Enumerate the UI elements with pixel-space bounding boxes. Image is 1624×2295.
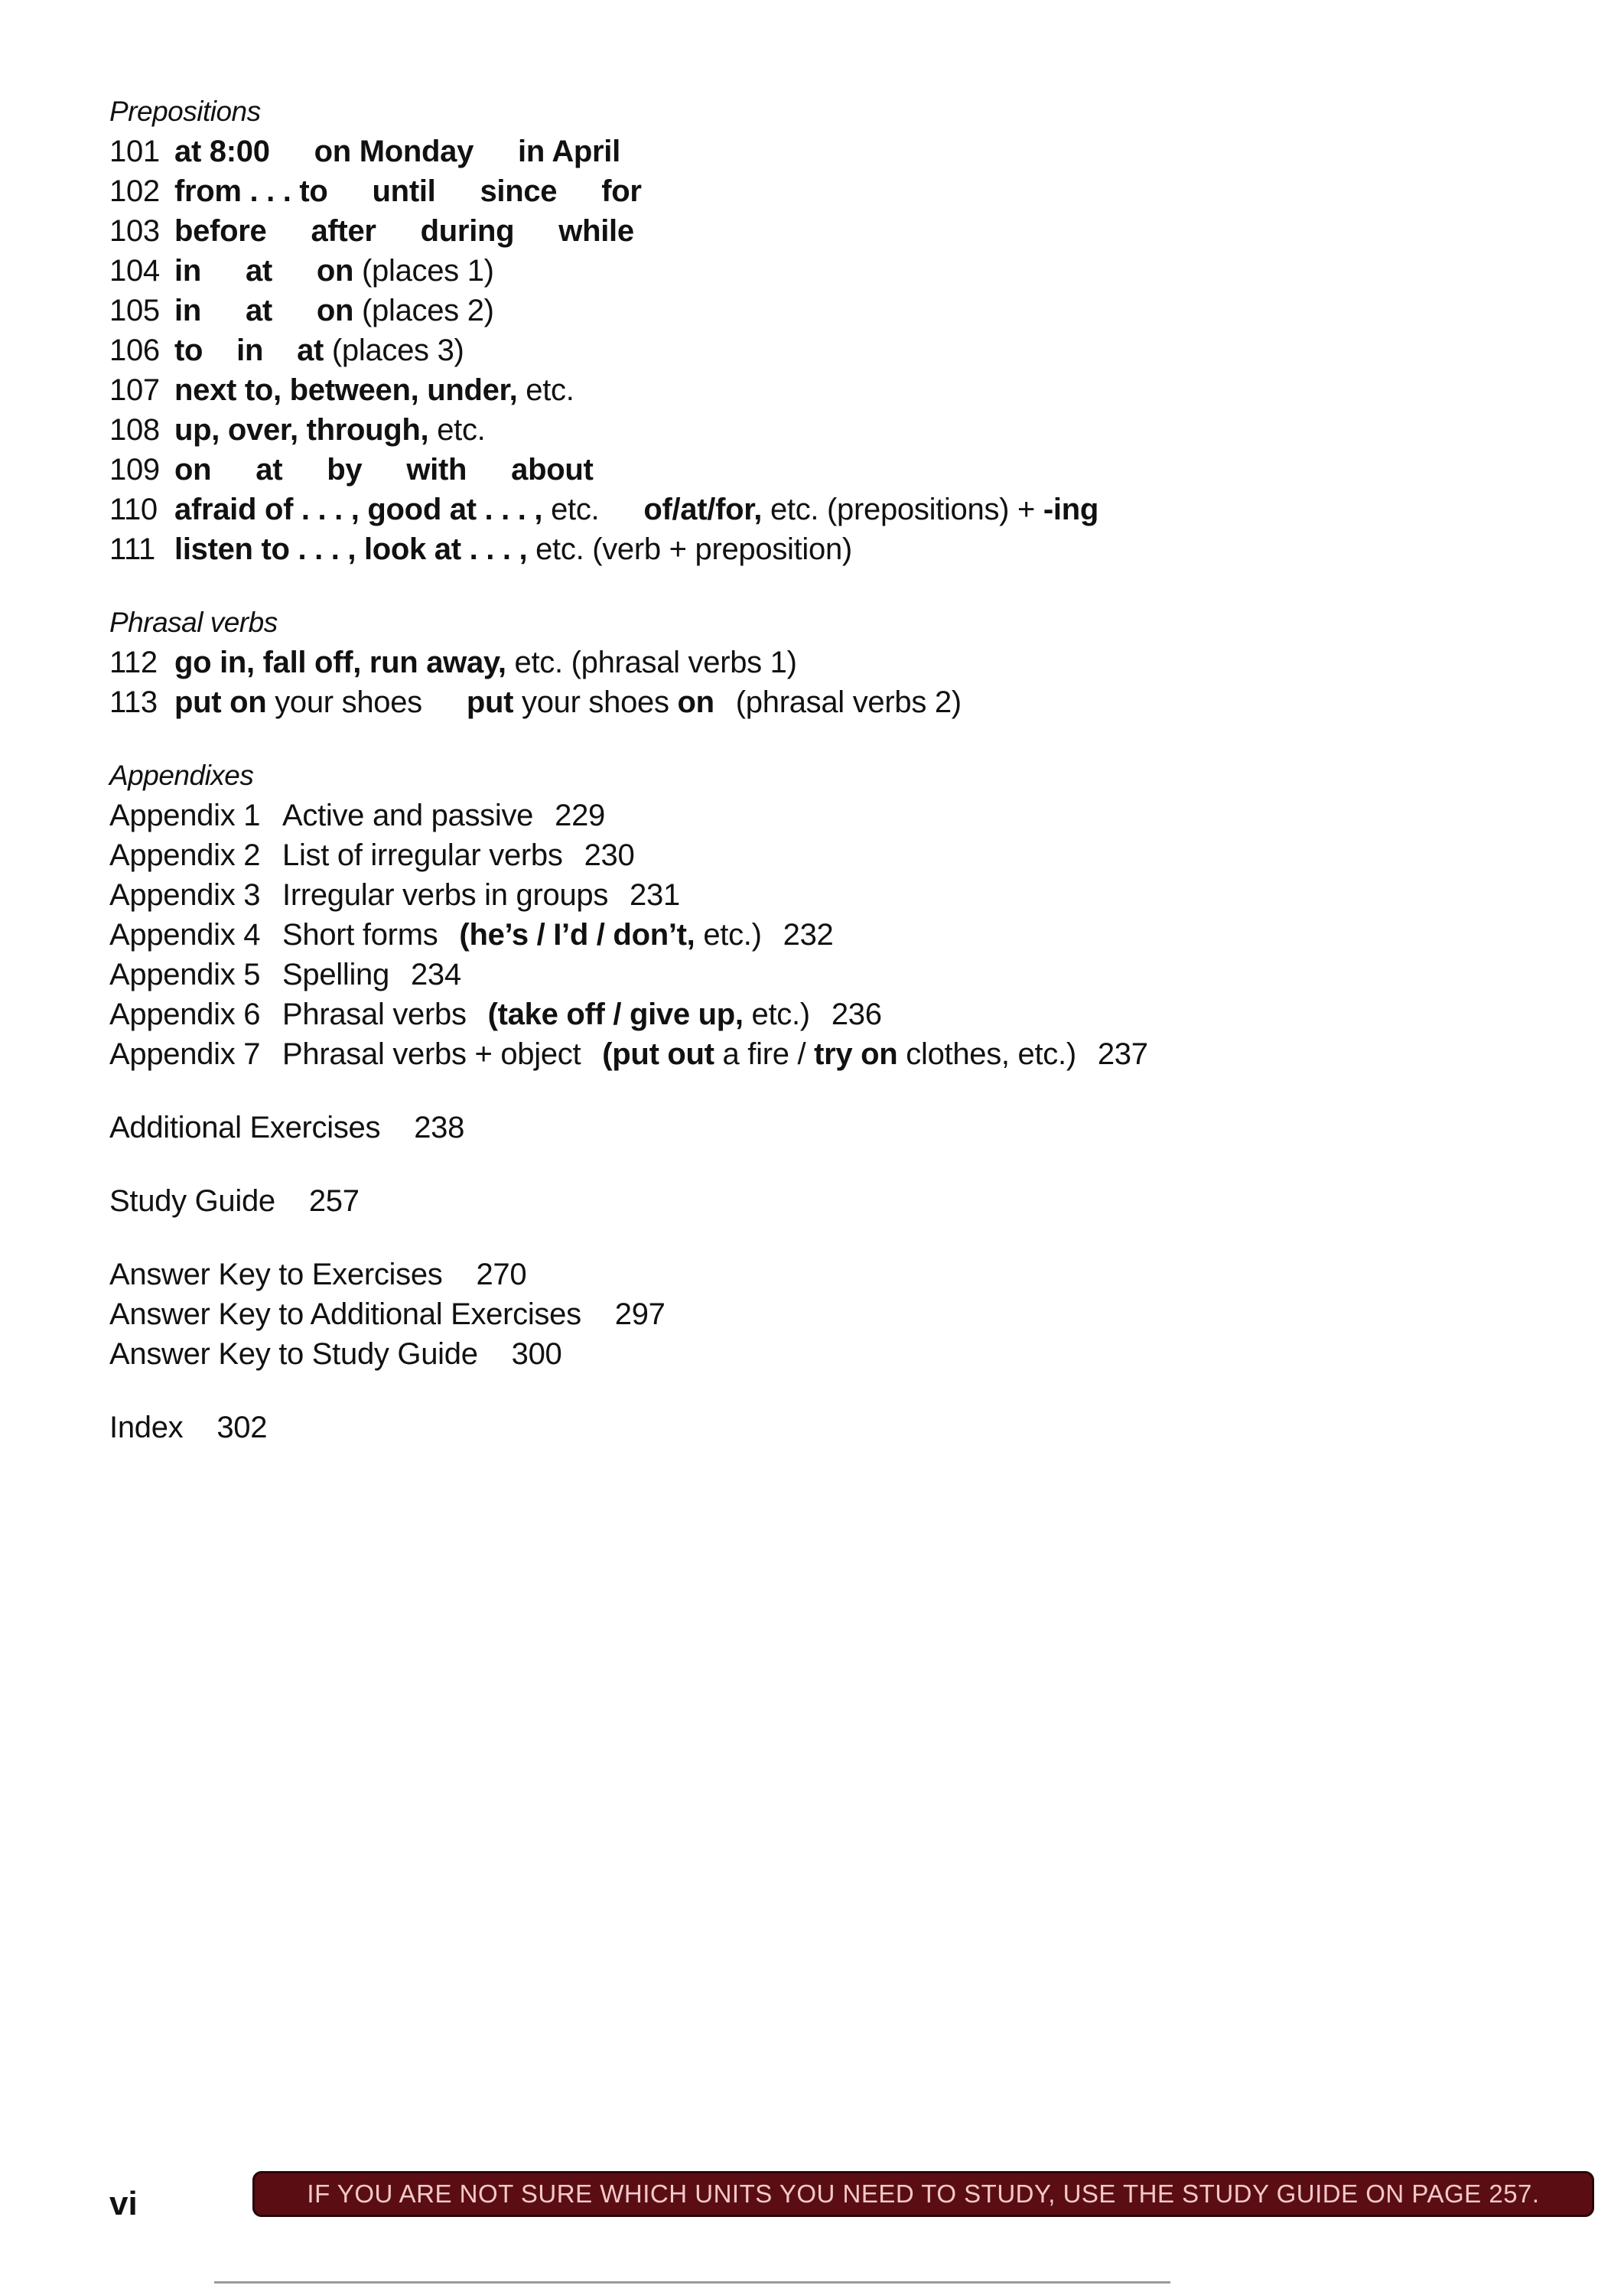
page-number: 237: [1097, 1037, 1148, 1071]
entry-label: Index: [109, 1411, 184, 1444]
appendix-row[interactable]: [109, 955, 1563, 994]
unit-keyword: to: [174, 334, 203, 367]
appendix-keywords: try on: [814, 1037, 898, 1071]
appendix-keywords: (he’s / I’d / don’t,: [459, 918, 695, 952]
appendix-label: Appendix 4: [109, 918, 261, 952]
bottom-divider: [214, 2281, 1170, 2284]
toc-entry-additional-exercises[interactable]: [109, 1108, 1563, 1148]
unit-keyword: in April: [518, 135, 620, 168]
unit-keyword: with: [406, 453, 467, 487]
unit-note: your shoes: [522, 685, 669, 719]
unit-note: (phrasal verbs 2): [735, 685, 962, 719]
unit-keyword: while: [558, 214, 634, 248]
appendix-title: etc.): [751, 998, 810, 1031]
study-guide-banner: IF YOU ARE NOT SURE WHICH UNITS YOU NEED TO STUDY, USE THE STUDY GUIDE ON PAGE 257.: [252, 2171, 1594, 2217]
unit-keyword: on: [677, 685, 714, 719]
page-number: 302: [216, 1411, 268, 1444]
page-number: 231: [630, 878, 680, 912]
unit-keyword: put: [466, 685, 514, 719]
appendix-keywords: (take off / give up,: [487, 998, 744, 1031]
unit-note: etc. (verb + preposition): [535, 532, 852, 566]
unit-keyword: before: [174, 214, 267, 248]
unit-note: etc.: [551, 493, 600, 526]
toc-entry-answer-key[interactable]: [109, 1334, 1563, 1374]
unit-keyword: after: [311, 214, 376, 248]
unit-row[interactable]: [109, 132, 1563, 171]
unit-note: (places 2): [362, 294, 494, 327]
unit-keyword: at 8:00: [174, 135, 270, 168]
unit-keyword: from . . . to: [174, 174, 328, 208]
unit-keyword: since: [480, 174, 558, 208]
appendix-row[interactable]: [109, 835, 1563, 875]
appendix-label: Appendix 5: [109, 958, 261, 991]
unit-note: etc.: [437, 413, 486, 447]
contents-page: [109, 92, 1563, 1447]
toc-entry-answer-key[interactable]: [109, 1294, 1563, 1334]
unit-note: your shoes: [275, 685, 422, 719]
unit-keyword: on: [316, 294, 354, 327]
unit-number: 103: [109, 214, 160, 248]
unit-keyword: put on: [174, 685, 267, 719]
page-number: 238: [414, 1111, 465, 1144]
unit-number: 105: [109, 294, 160, 327]
unit-note: (places 3): [331, 334, 464, 367]
unit-keyword: listen to . . . , look at . . . ,: [174, 532, 528, 566]
unit-keyword: until: [372, 174, 436, 208]
unit-number: 112: [109, 646, 158, 679]
entry-label: Answer Key to Study Guide: [109, 1337, 478, 1371]
appendix-row[interactable]: [109, 875, 1563, 915]
unit-number: 113: [109, 685, 158, 719]
unit-number: 102: [109, 174, 160, 208]
unit-row[interactable]: [109, 211, 1563, 251]
unit-keyword: of/at/for,: [643, 493, 763, 526]
appendix-label: Appendix 2: [109, 838, 261, 872]
section-title-phrasal-verbs: Phrasal verbs: [109, 607, 278, 638]
appendix-title: Irregular verbs in groups: [282, 878, 609, 912]
appendix-title: a fire /: [722, 1037, 806, 1071]
section-title-prepositions: Prepositions: [109, 96, 261, 127]
unit-row[interactable]: [109, 251, 1563, 291]
unit-keyword: up, over, through,: [174, 413, 429, 447]
appendix-title: clothes, etc.): [906, 1037, 1076, 1071]
unit-number: 110: [109, 493, 158, 526]
unit-note: etc. (phrasal verbs 1): [514, 646, 797, 679]
appendix-title: etc.): [703, 918, 762, 952]
unit-keyword: for: [601, 174, 642, 208]
unit-keyword: in: [174, 294, 201, 327]
unit-row[interactable]: [109, 490, 1563, 529]
toc-entry-study-guide[interactable]: [109, 1181, 1563, 1221]
unit-row[interactable]: [109, 171, 1563, 211]
unit-row[interactable]: [109, 450, 1563, 490]
unit-keyword: next to, between, under,: [174, 373, 518, 407]
page-number: 232: [783, 918, 834, 952]
unit-number: 107: [109, 373, 160, 407]
appendix-title: Short forms: [282, 918, 438, 952]
unit-keyword: about: [511, 453, 594, 487]
appendix-title: Active and passive: [282, 799, 534, 832]
appendix-title: Spelling: [282, 958, 389, 991]
unit-number: 111: [109, 532, 155, 566]
unit-keyword: on: [174, 453, 212, 487]
unit-keyword: at: [245, 294, 272, 327]
appendix-label: Appendix 7: [109, 1037, 261, 1071]
appendix-row[interactable]: [109, 915, 1563, 955]
appendix-label: Appendix 1: [109, 799, 261, 832]
page-number: 234: [410, 958, 461, 991]
appendix-title: Phrasal verbs + object: [282, 1037, 581, 1071]
unit-keyword: by: [327, 453, 363, 487]
unit-number: 106: [109, 334, 160, 367]
folio-page-number: vi: [109, 2185, 138, 2222]
appendix-label: Appendix 6: [109, 998, 261, 1031]
appendix-row[interactable]: [109, 1034, 1563, 1074]
unit-number: 108: [109, 413, 160, 447]
unit-number: 101: [109, 135, 160, 168]
unit-keyword: at: [297, 334, 324, 367]
unit-note: etc. (prepositions) +: [770, 493, 1036, 526]
entry-label: Study Guide: [109, 1184, 275, 1218]
unit-keyword: -ing: [1043, 493, 1098, 526]
unit-row[interactable]: [109, 291, 1563, 330]
unit-note: etc.: [526, 373, 574, 407]
toc-entry-answer-key[interactable]: [109, 1255, 1563, 1294]
appendix-row[interactable]: [109, 994, 1563, 1034]
unit-keyword: at: [245, 254, 272, 288]
unit-number: 104: [109, 254, 160, 288]
unit-row[interactable]: [109, 529, 1563, 569]
unit-row[interactable]: [109, 410, 1563, 450]
appendix-title: Phrasal verbs: [282, 998, 467, 1031]
section-title-appendixes: Appendixes: [109, 760, 254, 791]
appendix-row[interactable]: [109, 796, 1563, 835]
page-number: 230: [584, 838, 635, 872]
unit-row[interactable]: [109, 370, 1563, 410]
unit-number: 109: [109, 453, 160, 487]
unit-note: (places 1): [362, 254, 494, 288]
unit-keyword: go in, fall off, run away,: [174, 646, 506, 679]
entry-label: Answer Key to Additional Exercises: [109, 1297, 581, 1331]
unit-keyword: on Monday: [314, 135, 474, 168]
unit-keyword: in: [236, 334, 264, 367]
unit-keyword: at: [255, 453, 283, 487]
page-number: 270: [476, 1258, 527, 1291]
unit-keyword: afraid of . . . , good at . . . ,: [174, 493, 543, 526]
page-number: 300: [511, 1337, 562, 1371]
toc-entry-index[interactable]: [109, 1408, 1563, 1447]
entry-label: Answer Key to Exercises: [109, 1258, 443, 1291]
unit-row[interactable]: [109, 643, 1563, 682]
appendix-keywords: (put out: [602, 1037, 714, 1071]
unit-row[interactable]: [109, 330, 1563, 370]
unit-keyword: during: [420, 214, 515, 248]
appendix-title: List of irregular verbs: [282, 838, 563, 872]
page-number: 229: [555, 799, 605, 832]
unit-keyword: on: [316, 254, 354, 288]
unit-row[interactable]: [109, 682, 1563, 722]
unit-keyword: in: [174, 254, 201, 288]
appendix-label: Appendix 3: [109, 878, 261, 912]
page-number: 257: [308, 1184, 360, 1218]
entry-label: Additional Exercises: [109, 1111, 381, 1144]
page-number: 297: [614, 1297, 666, 1331]
page-number: 236: [831, 998, 882, 1031]
